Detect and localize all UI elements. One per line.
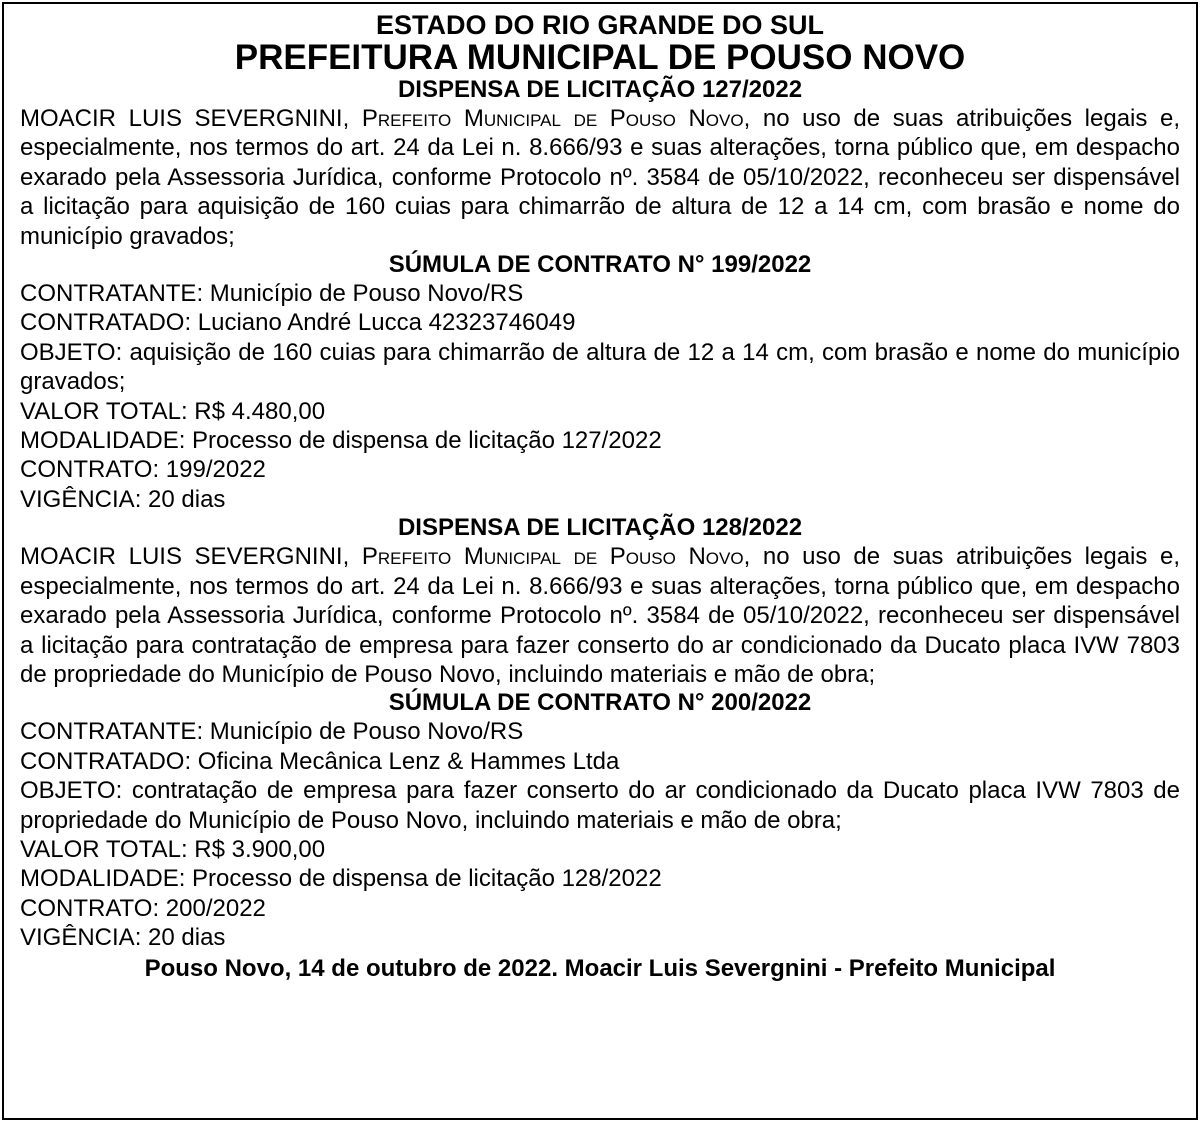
contract-199-modalidade: MODALIDADE: Processo de dispensa de licitação 127/2022: [20, 427, 662, 455]
contract-199-objeto: OBJETO: aquisição de 160 cuias para chimarrão de altura de 12 a 14 cm, com brasão e nome do município gravados;: [20, 338, 1180, 396]
dispensa-128-title: DISPENSA DE LICITAÇÃO 128/2022: [397, 514, 803, 542]
mayor-name: MOACIR LUIS SEVERGNINI,: [20, 543, 362, 571]
mayor-role: Prefeito Municipal de Pouso Novo: [361, 543, 744, 571]
contract-199-valor: VALOR TOTAL: R$ 4.480,00: [20, 397, 326, 425]
contract-200-contratado: CONTRATADO: Oficina Mecânica Lenz & Hammes Ltda: [20, 747, 620, 775]
contract-199-contratante: CONTRATANTE: Município de Pouso Novo/RS: [20, 280, 524, 308]
dispensa-128-body: [20, 542, 1180, 689]
contract-199-title: SÚMULA DE CONTRATO N° 199/2022: [388, 251, 812, 279]
dispensa-127-body: [20, 104, 1180, 251]
contract-199-contratado: CONTRATADO: Luciano André Lucca 42323746049: [20, 309, 576, 337]
mayor-name: MOACIR LUIS SEVERGNINI,: [20, 105, 362, 132]
dispensa-127-text: , no uso de suas atribuições legais e, especialmente, nos termos do art. 24 da Lei n. 8.666/93 e suas alterações, torna público que, em despacho exarado pela Assessoria Jurídica, conforme Protocolo nº. 3584 de 05/10/2022, reconheceu ser dispensável a licitação para aquisição de 160 cuias para chimarrão de altura de 12 a 14 cm, com brasão e nome do município gravados;: [20, 105, 1181, 250]
contract-199-vigencia: VIGÊNCIA: 20 dias: [20, 485, 226, 513]
contract-200-objeto: OBJETO: contratação de empresa para fazer conserto do ar condicionado da Ducato placa IVW 7803 de propriedade do Município de Pouso Novo, incluindo materiais e mão de obra;: [20, 777, 1180, 834]
state-heading: ESTADO DO RIO GRANDE DO SUL: [375, 10, 825, 40]
contract-200-numero: CONTRATO: 200/2022: [20, 894, 266, 922]
dispensa-127-title: DISPENSA DE LICITAÇÃO 127/2022: [397, 76, 803, 103]
signature-footer: Pouso Novo, 14 de outubro de 2022. Moacir Luis Severgnini - Prefeito Municipal: [144, 954, 1056, 982]
contract-200-valor: VALOR TOTAL: R$ 3.900,00: [20, 835, 326, 863]
contract-199-numero: CONTRATO: 199/2022: [20, 456, 266, 484]
contract-200-vigencia: VIGÊNCIA: 20 dias: [20, 924, 226, 952]
municipality-heading: PREFEITURA MUNICIPAL DE POUSO NOVO: [234, 38, 966, 77]
notice-frame: [2, 2, 1198, 1120]
contract-200-contratante: CONTRATANTE: Município de Pouso Novo/RS: [20, 718, 524, 746]
contract-200-title: SÚMULA DE CONTRATO N° 200/2022: [388, 689, 812, 717]
dispensa-128-text: , no uso de suas atribuições legais e, especialmente, nos termos do art. 24 da Lei n. 8.666/93 e suas alterações, torna público que, em despacho exarado pela Assessoria Jurídica, conforme Protocolo nº. 3584 de 05/10/2022, reconheceu ser dispensável a licitação para contratação de empresa para fazer conserto do ar condicionado da Ducato placa IVW 7803 de propriedade do Município de Pouso Novo, incluindo materiais e mão de obra;: [20, 543, 1181, 688]
mayor-role: Prefeito Municipal de Pouso Novo: [361, 105, 744, 132]
notice-content: [4, 4, 1196, 983]
contract-200-modalidade: MODALIDADE: Processo de dispensa de licitação 128/2022: [20, 865, 662, 893]
